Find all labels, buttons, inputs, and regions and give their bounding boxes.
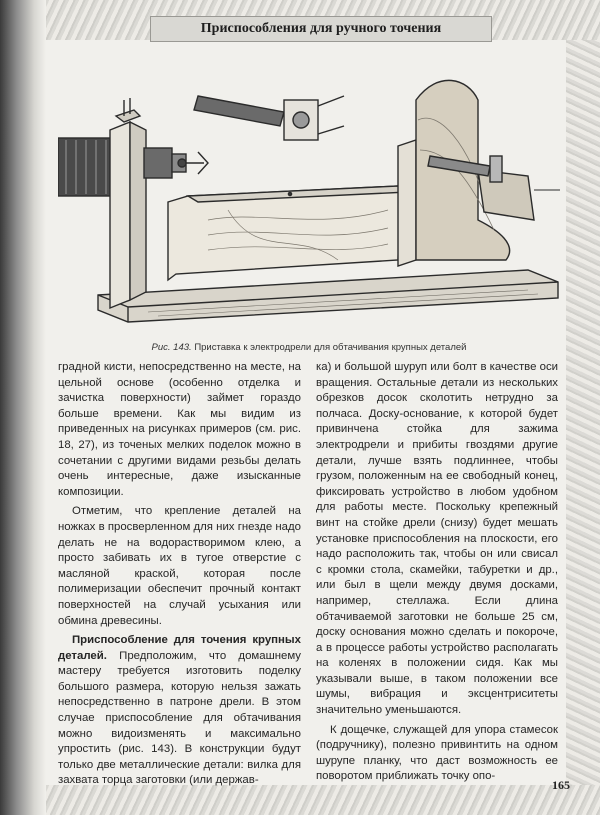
decorative-border-right: [566, 40, 600, 785]
figure-caption: [58, 342, 560, 353]
drill-chuck: [144, 148, 172, 178]
running-header-title: Приспособления для ручного точения: [200, 21, 442, 36]
drill-stand-post: [110, 122, 130, 308]
section-paragraph: [58, 633, 301, 789]
section-heading: Приспособление для точения крупных деталей.: [58, 634, 301, 662]
book-spine-shadow: [0, 0, 46, 815]
paragraph: ка) и большой шуруп или болт в качестве оси вращения. Остальные детали из нескольких обрезков досок сколотить нетрудно за полчаса. Доску-основание, к которой будет привинчена стойка для зажима электродрели и прибиты гвоздями другие детали, лучше взять подлиннее, чтобы грузом, положенным на ее свободный конец, фиксировать устройство в любом удобном для работы месте. Поскольку крепежный винт на стойке дрели (снизу) будет мешать установке приспособления на плоскости, его надо расположить так, чтобы он или свисал с кромки стола, скамейки, табуретки и др., или был в щели между двумя досками, например, стеллажа. Если длина обтачиваемой заготовки не больше 25 см, доску основания можно сделать и покороче, а в процессе работы устройство располагать на коленях в положении сидя. Как мы указывали выше, в таком положении все шумы, вибрация и эксцентриситеты значительно уменьшаются.: [316, 361, 558, 717]
paragraph: градной кисти, непосредственно на месте, на цельной основе (особенно отделка и зачистка поверхности) займет гораздо больше времени. Как мы видим из приведенных на рисунках примеров (см. рис. 18, 27), из точеных мелких поделок можно в сочетании с другими видами резьбы делать очень интересные, даже изысканные композиции.: [58, 361, 301, 498]
paragraph: К дощечке, служащей для упора стамесок (подручнику), полезно привинтить на одном шурупе планку, что даст возможность ее поворотом приближать точку опо-: [316, 723, 558, 783]
figure-caption-text: Приставка к электродрели для обтачивания крупных деталей: [194, 342, 467, 353]
paragraph: Отметим, что крепление деталей на ножках в просверленном для них гнезде надо делать не на водорастворимом клею, а просто забивать их в тугое отверстие с масляной краской, которая после полимеризации обеспечит прочный контакт поверхностей на случай усыхания или обмина древесины.: [58, 505, 301, 627]
text-column-right: [316, 360, 558, 785]
fork-tool-detail: [194, 96, 344, 140]
page-number: 165: [552, 778, 570, 792]
section-body: Предположим, что домашнему мастеру требуется изготовить поделку большого размера, которую нельзя зажать непосредственно в патроне дрели. В этом случае приспособление для обтачивания можно видоизменять и максимально упростить (рис. 143). В конструкции будут только две металлические детали: вилка для захвата торца заготовки (или держав-: [58, 649, 301, 787]
lathe-attachment-illustration: [58, 60, 560, 336]
figure-caption-label: Рис. 143.: [151, 342, 192, 353]
tailstock-upright: [398, 140, 416, 266]
decorative-border-bottom: [46, 785, 600, 815]
fork-spur: [186, 152, 208, 174]
running-header: [150, 16, 492, 42]
text-column-left: [58, 360, 301, 789]
